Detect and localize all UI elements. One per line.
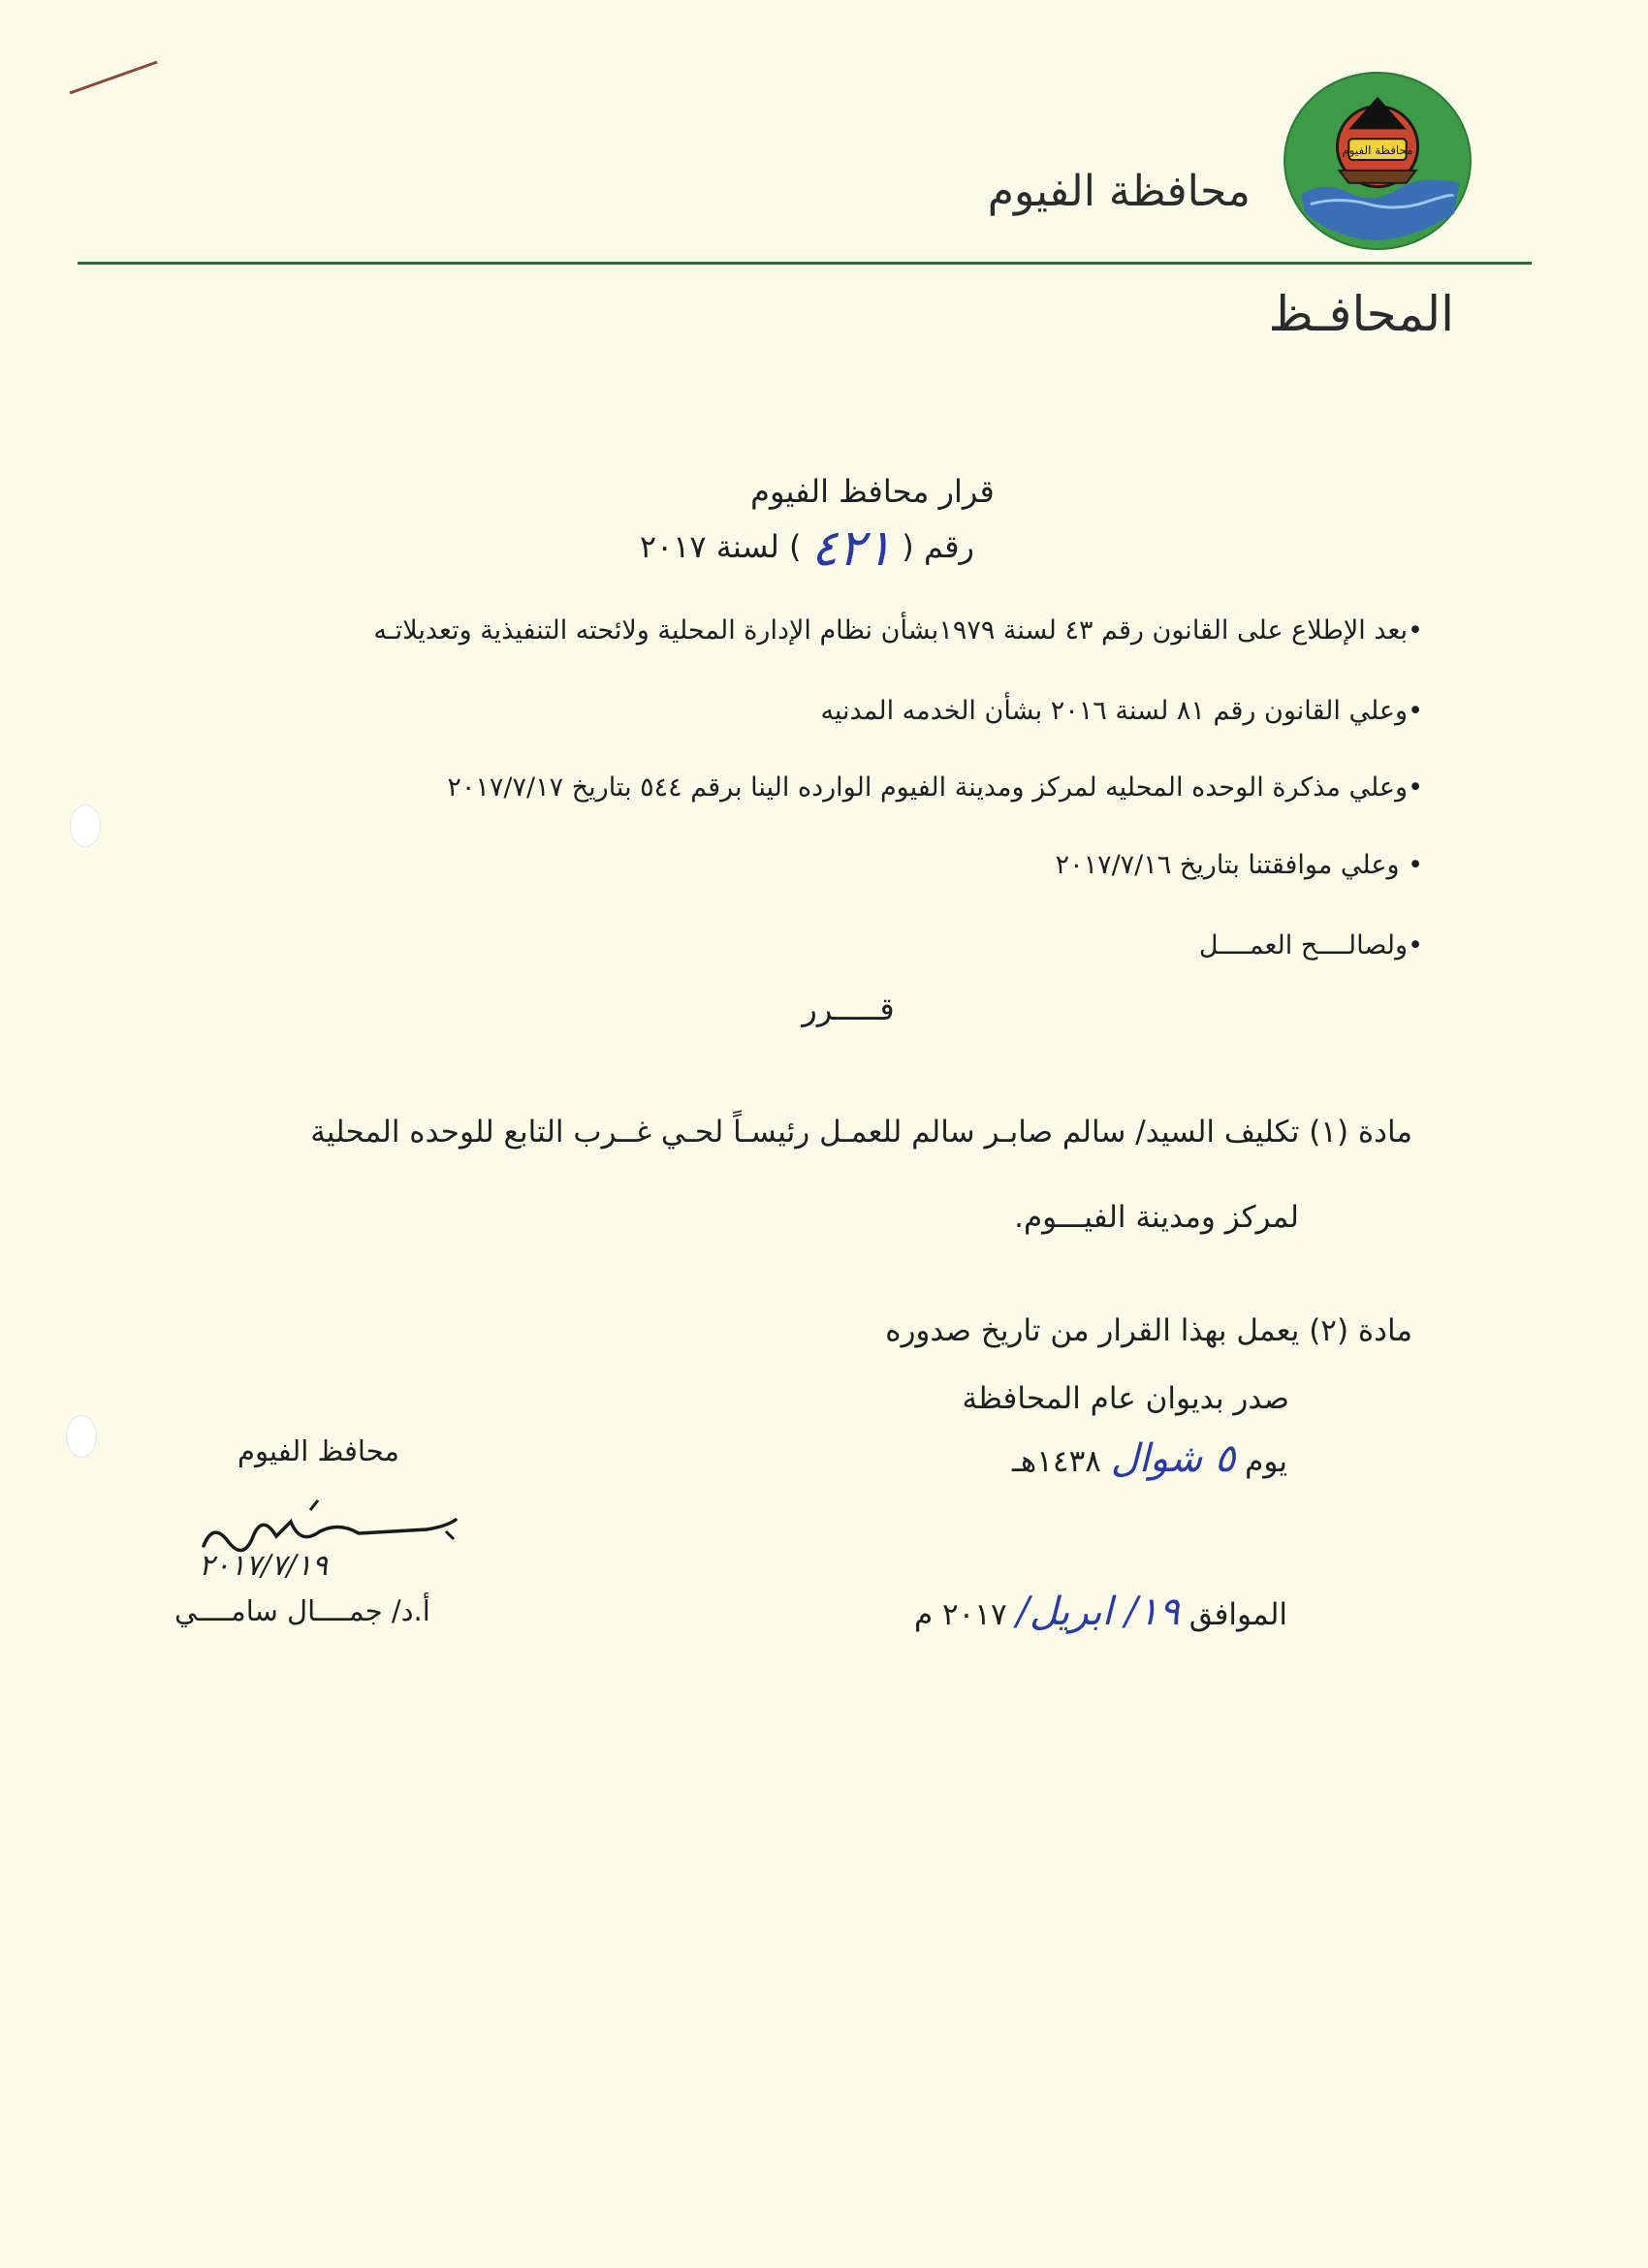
handwritten-hijri-day: ٥ شوال: [1110, 1436, 1236, 1481]
header-divider: [78, 262, 1532, 265]
day-label: يوم: [1245, 1444, 1287, 1479]
article-1: مادة (١) تكليف السيد/ سالم صابـر سالم للعمـل رئيسـاً لحـي غــرب التابع للوحده المحلية: [310, 1115, 1412, 1150]
corresponding-label: الموافق: [1188, 1597, 1287, 1632]
preamble-item: •ولصالــــح العمــــل: [1198, 930, 1423, 961]
decision-title: [0, 473, 1648, 510]
number-prefix: رقم (: [902, 528, 974, 565]
preamble-item: •وعلي القانون رقم ٨١ لسنة ٢٠١٦ بشأن الخدمه المدنيه: [820, 696, 1423, 726]
pen-mark: [68, 58, 165, 97]
signatory-title: محافظ الفيوم: [238, 1434, 399, 1467]
issued-at: صدر بديوان عام المحافظة: [962, 1381, 1289, 1416]
gregorian-date-line: [914, 1590, 1287, 1634]
preamble-item: •وعلي مذكرة الوحده المحليه لمركز ومدينة الفيوم الوارده الينا برقم ٥٤٤ بتاريخ ٢٠١٧/٧/١٧: [447, 772, 1423, 803]
office-title: المحافـظ: [1268, 286, 1454, 342]
signatory-name: أ.د/ جمــــال سامــــي: [174, 1594, 430, 1627]
handwritten-gregorian-date: ١٩/ ابريل/: [1016, 1590, 1180, 1634]
governorate-logo: [1282, 70, 1474, 252]
signature-date: ٢٠١٧/٧/١٩: [199, 1549, 329, 1583]
gregorian-year: ٢٠١٧ م: [913, 1597, 1007, 1632]
hijri-year: ١٤٣٨هـ: [1011, 1444, 1101, 1479]
number-suffix: ) لسنة ٢٠١٧: [639, 528, 802, 565]
logo-text: محافظة الفيوم: [1342, 143, 1413, 158]
hijri-date-line: [1012, 1436, 1287, 1481]
article-2: مادة (٢) يعمل بهذا القرار من تاريخ صدوره: [885, 1313, 1412, 1348]
handwritten-decision-number: ٤٢١: [810, 520, 893, 578]
governorate-name: محافظة الفيوم: [987, 167, 1251, 216]
preamble-item: •بعد الإطلاع على القانون رقم ٤٣ لسنة ١٩٧٩بشأن نظام الإدارة المحلية ولائحته التنفيذية وتعديلاتـه: [373, 615, 1423, 646]
decision-number-line: [639, 512, 974, 578]
binder-hole: [66, 1415, 97, 1458]
binder-hole: [70, 804, 101, 847]
preamble-item: • وعلي موافقتنا بتاريخ ٢٠١٧/٧/١٦: [1055, 850, 1423, 880]
decision-title-text: قرار محافظ الفيوم: [750, 473, 995, 510]
article-1-continued: لمركز ومدينة الفيـــوم.: [1014, 1200, 1299, 1235]
decided-heading: [0, 991, 1648, 1027]
decided-heading-text: قـــــرر: [802, 991, 895, 1027]
